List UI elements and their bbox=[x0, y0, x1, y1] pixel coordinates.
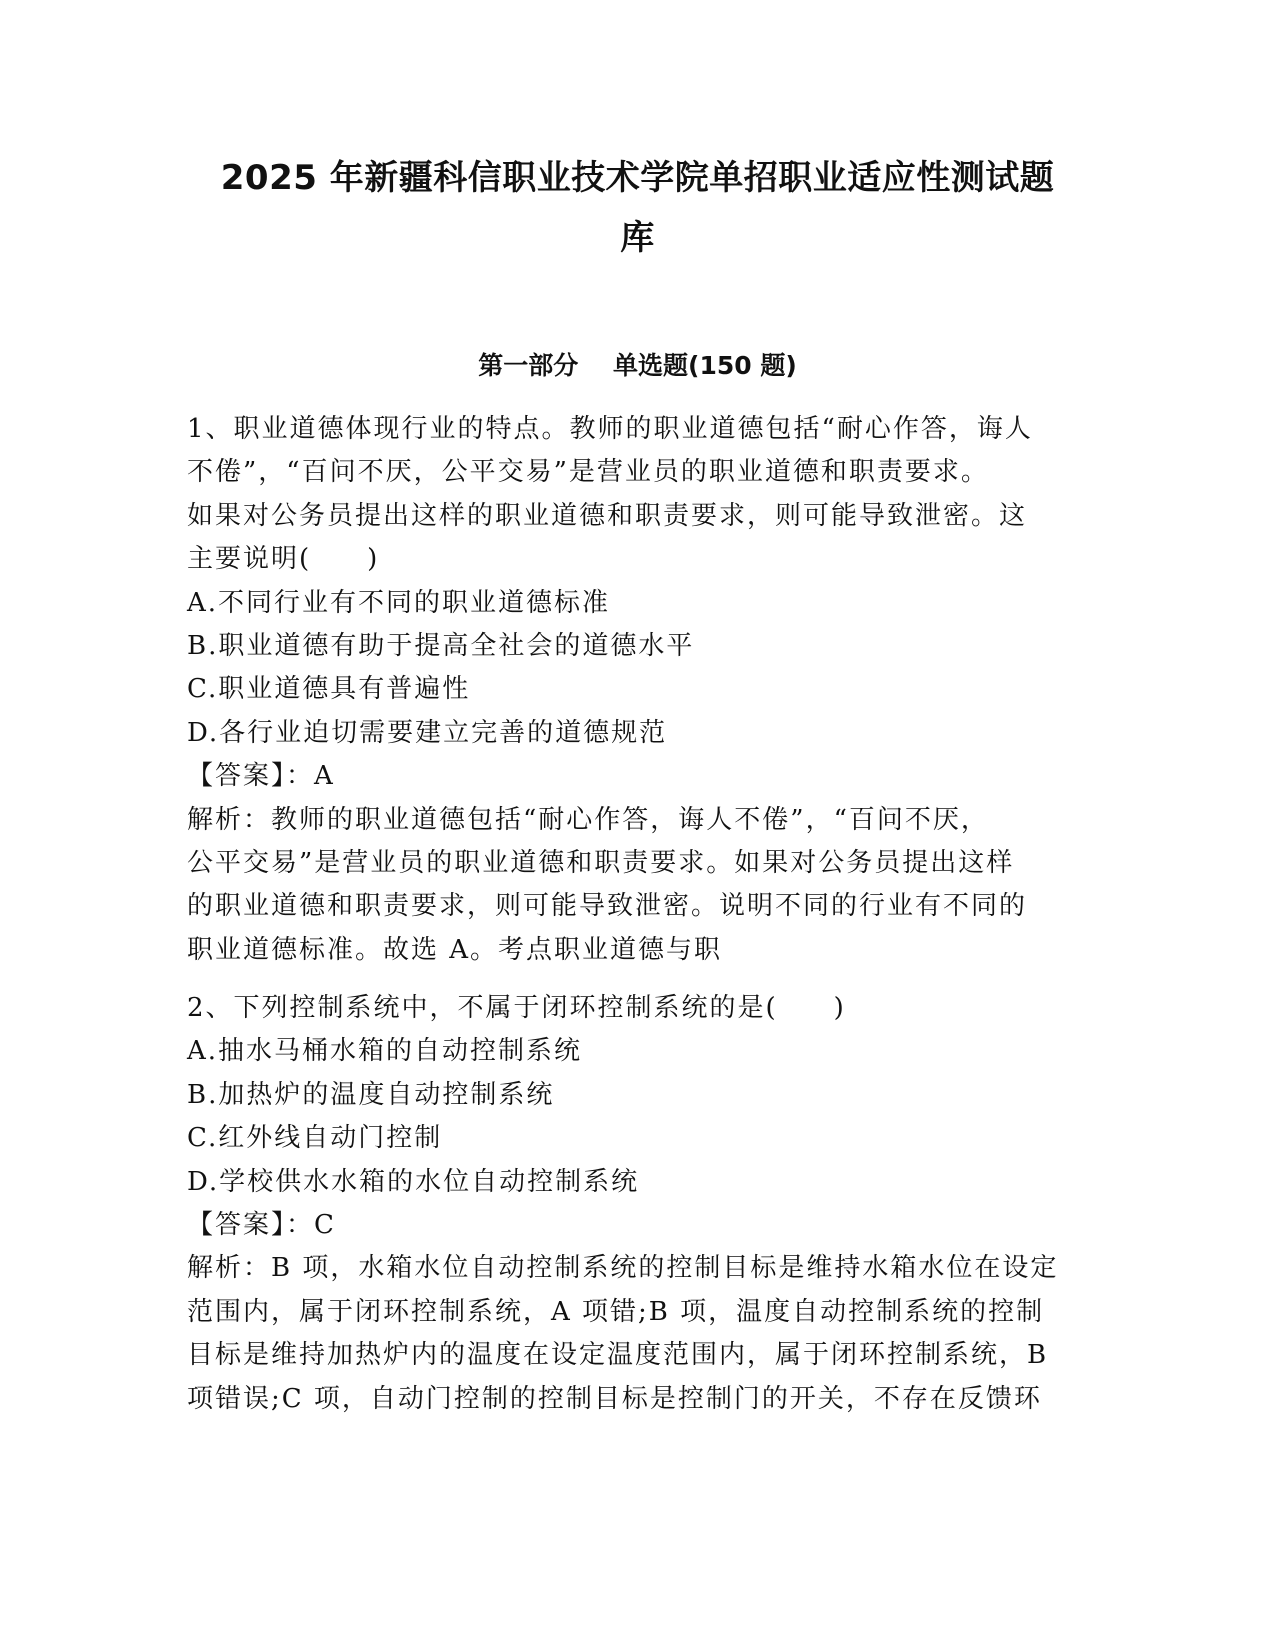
question-stem-line: 2、下列控制系统中，不属于闭环控制系统的是( ) bbox=[187, 993, 846, 1024]
question-list bbox=[187, 408, 1087, 1421]
question-stem-line: 如果对公务员提出这样的职业道德和职责要求，则可能导致泄密。这 bbox=[187, 500, 1028, 531]
question-stem-line: 主要说明( ) bbox=[187, 544, 380, 575]
section-heading: 第一部分 单选题(150 题) bbox=[478, 351, 797, 380]
option-b: B.职业道德有助于提高全社会的道德水平 bbox=[187, 630, 695, 661]
analysis-line: 目标是维持加热炉内的温度在设定温度范围内，属于闭环控制系统，B bbox=[187, 1340, 1049, 1371]
analysis-line: 解析：教师的职业道德包括“耐心作答，诲人不倦”，“百问不厌， bbox=[187, 804, 989, 835]
question-spacer bbox=[187, 972, 1087, 987]
analysis-line: 公平交易”是营业员的职业道德和职责要求。如果对公务员提出这样 bbox=[187, 847, 1015, 878]
analysis-line: 的职业道德和职责要求，则可能导致泄密。说明不同的行业有不同的 bbox=[187, 891, 1028, 922]
option-a: A.抽水马桶水箱的自动控制系统 bbox=[187, 1036, 583, 1067]
analysis-line: 项错误;C 项，自动门控制的控制目标是控制门的开关，不存在反馈环 bbox=[187, 1383, 1042, 1414]
option-c: C.红外线自动门控制 bbox=[187, 1123, 443, 1154]
analysis-line: 解析：B 项，水箱水位自动控制系统的控制目标是维持水箱水位在设定 bbox=[187, 1253, 1059, 1284]
question-1 bbox=[187, 408, 1087, 972]
title-line-2: 库 bbox=[620, 218, 655, 258]
answer-line: 【答案】：A bbox=[187, 761, 335, 792]
question-stem-line: 1、职业道德体现行业的特点。教师的职业道德包括“耐心作答，诲人 bbox=[187, 414, 1033, 444]
analysis-line: 范围内，属于闭环控制系统，A 项错;B 项，温度自动控制系统的控制 bbox=[187, 1296, 1045, 1327]
option-d: D.学校供水水箱的水位自动控制系统 bbox=[187, 1166, 640, 1197]
analysis-line: 职业道德标准。故选 A。考点职业道德与职 bbox=[187, 934, 723, 965]
option-d: D.各行业迫切需要建立完善的道德规范 bbox=[187, 717, 668, 748]
document-title bbox=[150, 148, 1125, 268]
question-2 bbox=[187, 987, 1087, 1421]
title-line-1: 2025 年新疆科信职业技术学院单招职业适应性测试题 bbox=[220, 158, 1055, 198]
option-a: A.不同行业有不同的职业道德标准 bbox=[187, 587, 611, 618]
option-b: B.加热炉的温度自动控制系统 bbox=[187, 1079, 555, 1110]
answer-line: 【答案】：C bbox=[187, 1210, 336, 1241]
option-c: C.职业道德具有普遍性 bbox=[187, 674, 471, 705]
question-stem-line: 不倦”，“百问不厌，公平交易”是营业员的职业道德和职责要求。 bbox=[187, 457, 989, 488]
